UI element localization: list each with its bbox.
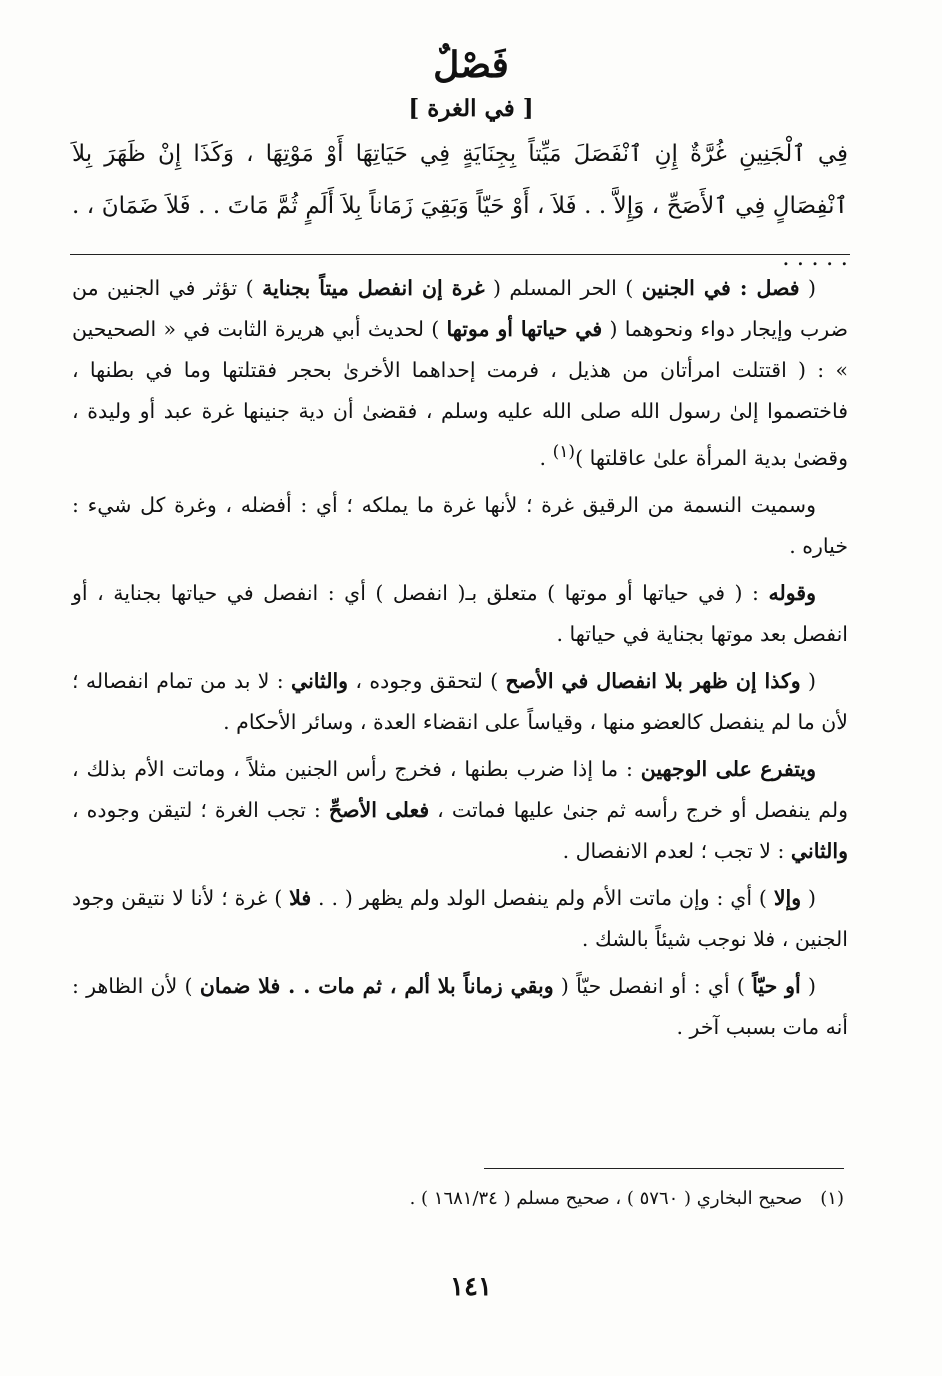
bold-term: فلا [289, 885, 312, 910]
commentary-paragraph: وسميت النسمة من الرقيق غرة ؛ لأنها غرة ما يملكه ؛ أي : أفضله ، وغرة كل شيء : خياره . [72, 492, 848, 558]
commentary-text: ) الحر المسلم ( [484, 276, 642, 300]
bold-term: والثاني [290, 668, 349, 693]
commentary-text: ) لحديث أبي هريرة الثابت في « الصحيحين » : ( اقتتلت امرأتان من هذيل ، فرمت إحداهما الأخرىٰ بحجر فقتلتها وما في بطنها ، فاختصموا إلىٰ رسول الله صلى الله عليه وسلم ، فقضىٰ أن دية جنينها غرة عبد أو وليدة ، وقضىٰ بدية المرأة علىٰ عاقلتها ) [72, 317, 848, 470]
footnote-number: (١) [820, 1188, 844, 1209]
bold-term: وكذا إن ظهر بلا انفصال في الأصح [505, 668, 801, 693]
commentary-text: ) أي : أو انفصل حيّاً ( [553, 973, 753, 998]
commentary-text: ) غرة ؛ لأنا لا نتيقن وجود الجنين ، فلا نوجب شيئاً بالشك . [72, 885, 848, 951]
commentary-paragraph: ( فصل : في الجنين ) الحر المسلم ( غرة إن انفصل ميتاً بجناية ) تؤثر في الجنين من ضرب وإيجار دواء ونحوهما ( في حياتها أو موتها ) لحديث أبي هريرة الثابت في « الصحيحين » : ( اقتتلت امرأتان من هذيل ، فرمت إحداهما الأخرىٰ بحجر فقتلتها وما في بطنها ، فاختصموا إلىٰ رسول الله صلى الله عليه وسلم ، فقضىٰ أن دية جنينها غرة عبد أو وليدة ، وقضىٰ بدية المرأة علىٰ عاقلتها )$^{(١)}$ . [72, 276, 848, 470]
commentary-text: ) لأن الظاهر : أنه مات بسبب آخر . [72, 973, 848, 1039]
footnote-reference[interactable]: (١) [552, 442, 576, 462]
bold-term: ويتفرع على الوجهين [640, 756, 817, 781]
commentary-text: ( [800, 668, 816, 693]
bold-term: غرة إن انفصل ميتاً بجناية [262, 276, 485, 300]
commentary-text: ) تؤثر في الجنين من ضرب وإيجار دواء ونحوهما ( [72, 276, 848, 341]
commentary-text: : ( في حياتها أو موتها ) متعلق بـ( انفصل ) أي : انفصل في حياتها بجناية ، أو انفصل بعد موتها بجناية في حياتها . [72, 580, 848, 646]
divider-line [70, 254, 850, 255]
commentary-text: ) أي : وإن ماتت الأم ولم ينفصل الولد ولم يظهر ( . . [311, 885, 774, 910]
section-subtitle: [ في الغرة ] [408, 95, 534, 122]
commentary-text: : ما إذا ضرب بطنها ، فخرج رأس الجنين مثلاً ، وماتت الأم بذلك ، ولم ينفصل أو خرج رأسه ثم جنىٰ عليها فماتت ، [72, 756, 848, 822]
commentary-text: ( [801, 885, 816, 910]
footnote-text: صحيح البخاري ( ٥٧٦٠ ) ، صحيح مسلم ( ١٦٨١/٣٤ ) . [409, 1188, 803, 1209]
bold-term: فصل : في الجنين [641, 276, 800, 300]
commentary-text: ( [800, 973, 817, 998]
page-number: ١٤١ [450, 1272, 492, 1302]
commentary-paragraph [72, 878, 848, 960]
section-heading-ornament: فَصْلٌ [433, 44, 509, 86]
footnote-divider [484, 1168, 844, 1169]
commentary-paragraph [72, 749, 848, 872]
commentary-text: : تجب الغرة ؛ لتيقن وجوده ، [72, 797, 329, 822]
commentary-text: : لا تجب ؛ لعدم الانفصال . [562, 838, 791, 863]
bold-term: في حياتها أو موتها [446, 317, 603, 341]
commentary [72, 268, 848, 1054]
bold-term: فعلى الأصحِّ [328, 797, 430, 822]
main-text: فِي ٱلْجَنِينِ غُرَّةٌ إِنِ ٱنْفَصَلَ مَيِّتاً بِجِنَايَةٍ فِي حَيَاتِهَا أَوْ مَوْتِهَا ، وَكَذَا إِنْ ظَهَرَ بِلاَ ٱنْفِصَالٍ فِي ٱلأَصَحِّ ، وَإِلاَّ . . فَلاَ ، أَوْ حَيّاً وَبَقِيَ زَمَاناً بِلاَ أَلَمٍ ثُمَّ مَاتَ . . فَلاَ ضَمَانَ ، . . . . . . [72, 141, 848, 271]
commentary-text: : لا بد من تمام انفصاله ؛ لأن ما لم ينفصل كالعضو منها ، وقياساً على انقضاء العدة ، وسائر الأحكام . [72, 668, 848, 734]
commentary-text: . [539, 445, 553, 470]
bold-term: وبقي زماناً بلا ألم ، ثم مات . . فلا ضمان [199, 973, 554, 998]
bold-term: والثاني [790, 838, 848, 863]
footnote [72, 1184, 844, 1214]
commentary-paragraph [72, 966, 848, 1048]
bold-term: وإلا [773, 885, 802, 910]
bold-term: أو حيّاً [752, 973, 801, 998]
bold-term: وقوله [768, 580, 816, 605]
commentary-text: ) لتحقق وجوده ، [348, 668, 506, 693]
commentary-paragraph [72, 661, 848, 743]
commentary-paragraph [72, 573, 848, 655]
